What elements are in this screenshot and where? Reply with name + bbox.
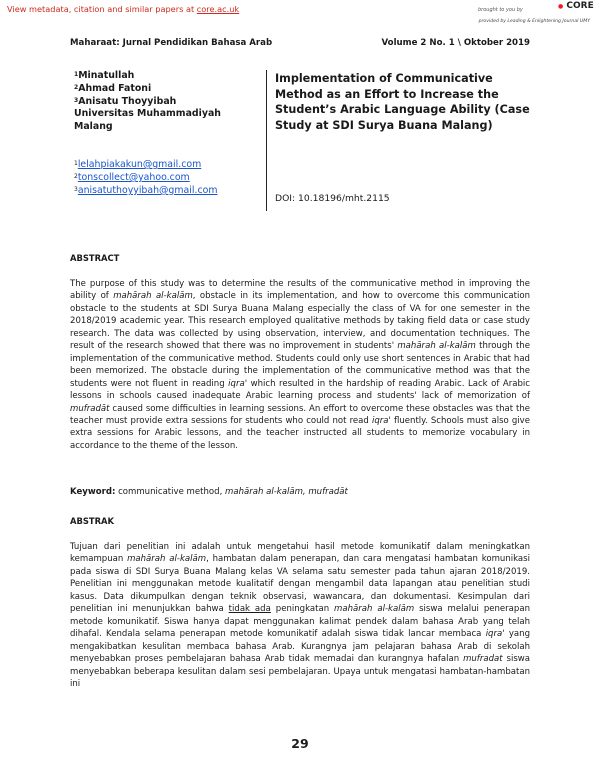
author-3-sup: 3 bbox=[74, 96, 79, 104]
core-logo-text: CORE bbox=[566, 1, 594, 11]
email-2-sup: 2 bbox=[74, 173, 78, 180]
italic-term: mahārah al-kalām bbox=[113, 291, 193, 302]
text-run: siswa melalui penerapan metode komunikatif. Siswa hanya dapat menggunakan kalimat pendek dalam bahasa Arab yang telah dihafal. Kendala selama penerapan metode komunikatif adalah siswa tidak lancar membaca bbox=[70, 604, 531, 640]
core-metadata-link[interactable] bbox=[7, 4, 239, 14]
affiliation-line-2: Malang bbox=[74, 121, 113, 133]
underlined-text: tidak ada bbox=[228, 604, 271, 615]
text-run: , hambatan dalam penerapan, dan cara mengatasi hambatan komunikasi pada siswa di SDI Surya Buana Malang kelas VA selama satu semester pada tahun ajaran 2018/2019. Penelitian ini menggunakan metode kualitatif dengan mengambil data lapangan atau penelitian studi kasus. Data dikumpulkan dengan teknik observasi, wawancara, dan dokumentasi. Kesimpulan dari penelitian ini menunjukkan bahwa bbox=[70, 554, 530, 615]
text-run: Tujuan dari penelitian ini adalah untuk mengetahui hasil metode komunikatif dalam meningkatkan kemampuan bbox=[70, 542, 530, 565]
text-run: through the implementation of the communicative method. Students could only use short sentences in Arabic that had been memorized. The obstacle during the implementation of the communicative method was that the students were not fluent in reading bbox=[70, 341, 530, 389]
email-3-sup: 3 bbox=[74, 186, 78, 193]
text-run: fluently. Schools must also give extra sessions for Arabic lessons, and the teacher instructed all students to memorize vocabulary in accordance to the theme of the lesson. bbox=[70, 415, 530, 451]
author-2-sup: 2 bbox=[74, 83, 79, 91]
page-number: 29 bbox=[291, 736, 309, 751]
journal-name: Maharaat: Jurnal Pendidikan Bahasa Arab bbox=[70, 38, 273, 48]
italic-term: mahārah al-kalām bbox=[334, 604, 415, 615]
italic-term: mufradat bbox=[463, 654, 503, 665]
text-run: peningkatan bbox=[270, 604, 335, 615]
brought-by-text: brought to you by bbox=[478, 7, 523, 13]
author-2 bbox=[74, 83, 221, 96]
author-1 bbox=[74, 70, 221, 83]
text-run: yang mengakibatkan kesulitan membaca bahasa Arab. Kurangnya jam pelajaran bahasa Arab di sekolah menyebabkan proses pembelajaran bahasa Arab tidak memadai dan kurangnya hafalan bbox=[70, 629, 530, 665]
affiliation-line-1: Universitas Muhammadiyah bbox=[74, 108, 221, 120]
author-1-sup: 1 bbox=[74, 71, 79, 78]
doi: DOI: 10.18196/mht.2115 bbox=[275, 193, 390, 204]
italic-term: mahārah al-kalām bbox=[397, 341, 476, 352]
core-link-domain[interactable]: core.ac.uk bbox=[196, 4, 240, 14]
paper-title: Implementation of Communicative Method as an Effort to Increase the Student’s Arabic Language Ability (Case Study at SDI Surya Buana Malang) bbox=[275, 72, 530, 132]
italic-term: iqra' bbox=[485, 629, 505, 640]
email-2 bbox=[74, 171, 217, 184]
author-3 bbox=[74, 96, 221, 109]
italic-term: iqra' bbox=[228, 378, 248, 389]
keywords-plain: communicative method, bbox=[115, 487, 225, 497]
email-3-link[interactable]: anisatuthoyyibah@gmail.com bbox=[77, 185, 218, 196]
text-run: siswa menyebabkan beberapa kesulitan dalam sesi pembelajaran. Upaya untuk mengatasi hambatan-hambatan ini bbox=[70, 654, 531, 689]
keywords-label: Keyword: bbox=[70, 487, 116, 497]
core-logo-icon: ● bbox=[558, 3, 564, 10]
author-2-name: Ahmad Fatoni bbox=[78, 82, 152, 94]
author-block bbox=[74, 70, 221, 134]
abstract-body bbox=[70, 278, 530, 452]
keywords-line bbox=[70, 487, 348, 497]
text-run: The purpose of this study was to determine the results of the communicative method in improving the ability of bbox=[70, 279, 530, 302]
abstrak-body bbox=[70, 541, 530, 690]
keywords-italic: mahārah al-kalām, mufradāt bbox=[225, 487, 348, 497]
italic-term: mufradāt bbox=[70, 403, 110, 414]
email-1 bbox=[74, 158, 217, 171]
italic-term: iqra' bbox=[371, 415, 391, 426]
author-3-name: Anisatu Thoyyibah bbox=[78, 95, 177, 107]
provided-by-text: provided by Leading & Enlightening Journal UMY bbox=[478, 19, 590, 24]
core-link-text: View metadata, citation and similar papers at bbox=[7, 4, 197, 14]
core-logo[interactable] bbox=[558, 1, 594, 11]
email-1-link[interactable]: lelahpiakakun@gmail.com bbox=[77, 159, 202, 170]
italic-term: mahārah al-kalām bbox=[127, 554, 207, 565]
title-divider bbox=[266, 70, 267, 211]
email-block bbox=[74, 158, 217, 197]
text-run: , obstacle in its implementation, and how to overcome this communication obstacle to the students at SDI Surya Buana Malang especially the class of VA for one semester in the 2018/2019 academic year. This research employed qualitative methods by taking field data or case study research. The data was collected by using observation, interview, and documentation techniques. The result of the research showed that there was no improvement in students' bbox=[70, 291, 530, 352]
email-1-sup: 1 bbox=[74, 160, 78, 167]
text-run: caused some difficulties in learning sessions. An effort to overcome these obstacles was that the teacher must provide extra sessions for students who could not read bbox=[70, 403, 530, 426]
text-run: which resulted in the hardship of reading Arabic. Lack of Arabic lessons in schools caused inadequate Arabic learning process and students' lack of memorization of bbox=[70, 378, 531, 402]
author-1-name: Minatullah bbox=[78, 70, 135, 81]
email-2-link[interactable]: tonscollect@yahoo.com bbox=[77, 172, 190, 183]
email-3 bbox=[74, 184, 217, 197]
abstrak-heading: ABSTRAK bbox=[70, 516, 115, 526]
issue-info: Volume 2 No. 1 \ Oktober 2019 bbox=[381, 38, 530, 48]
abstract-heading: ABSTRACT bbox=[70, 253, 120, 263]
